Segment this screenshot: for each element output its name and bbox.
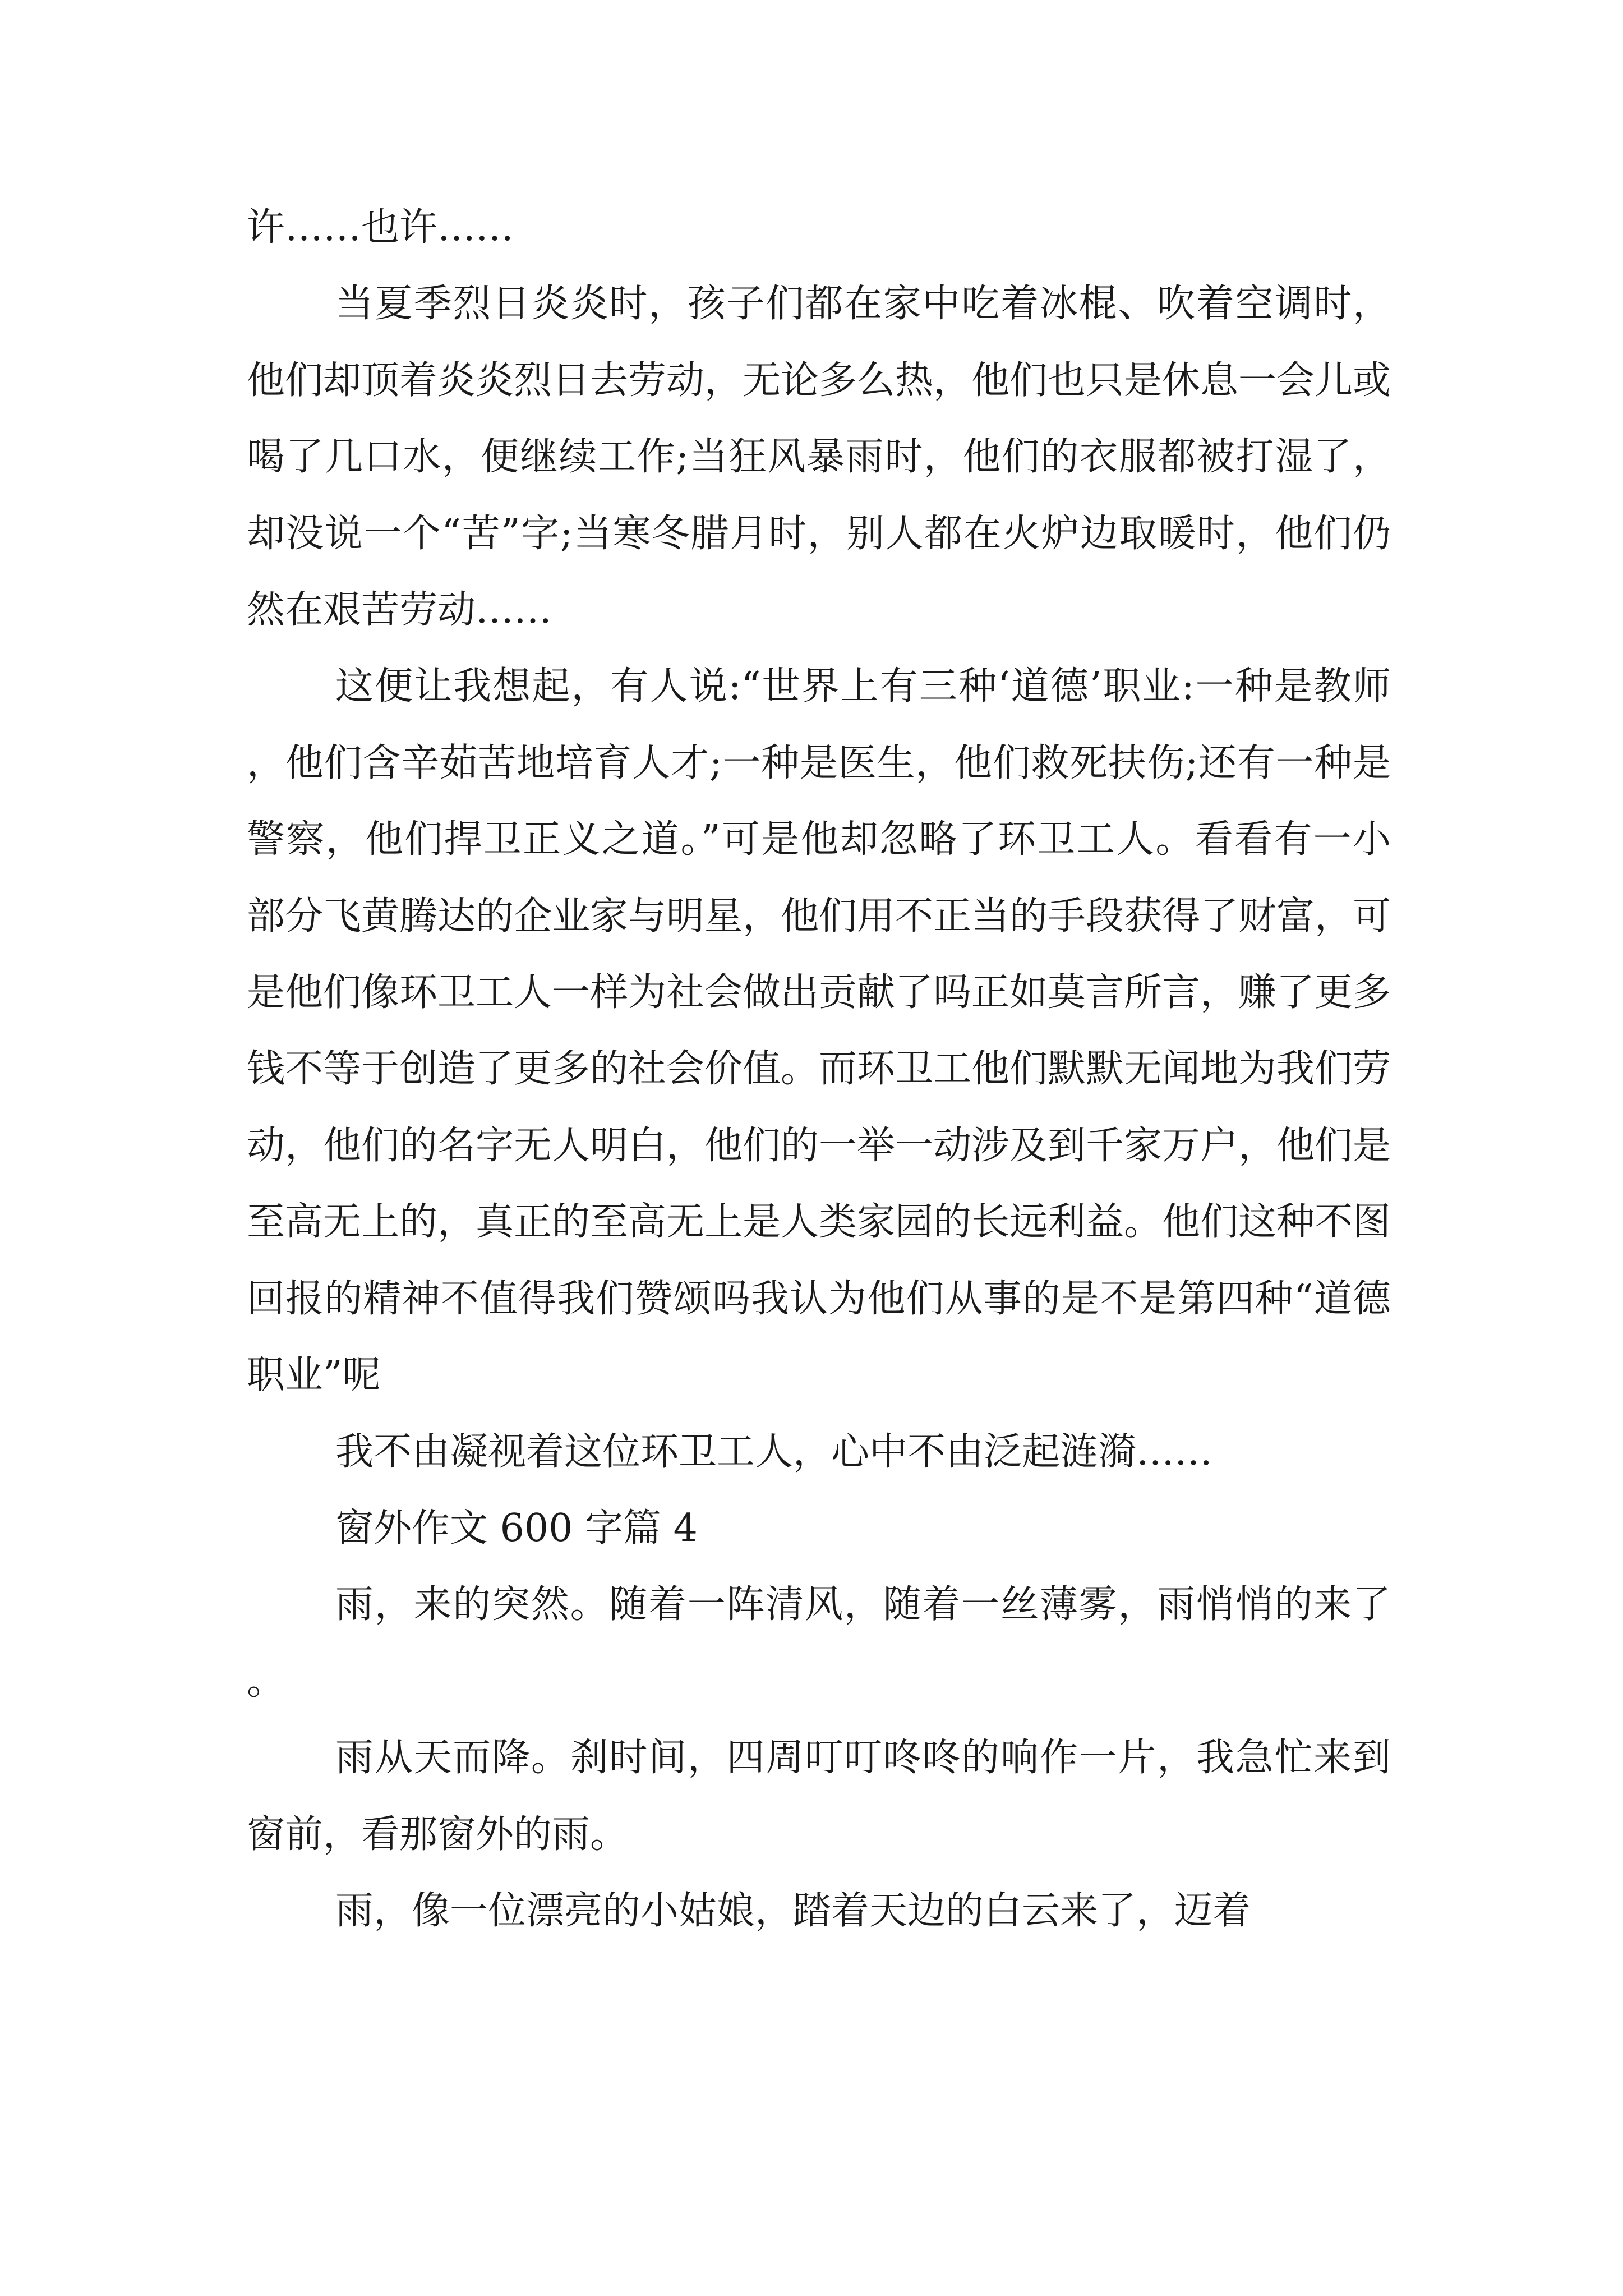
- paragraph-moral-professions: 这便让我想起，有人说:“世界上有三种‘道德’职业:一种是教师，他们含辛茹苦地培育人才;一种是医生，他们救死扶伤;还有一种是警察，他们捍卫正义之道。”可是他却忽略了环卫工人。看看有一小部分飞黄腾达的企业家与明星，他们用不正当的手段获得了财富，可是他们像环卫工人一样为社会做出贡献了吗正如莫言所言，赚了更多钱不等于创造了更多的社会价值。而环卫工他们默默无闻地为我们劳动，他们的名字无人明白，他们的一举一动涉及到千家万户，他们是至高无上的，真正的至高无上是人类家园的长远利益。他们这种不图回报的精神不值得我们赞颂吗我认为他们从事的是不是第四种“道德职业”呢: [247, 664, 1391, 1398]
- paragraph-rain-girl: 雨，像一位漂亮的小姑娘，踏着天边的白云来了，迈着: [335, 1888, 1251, 1933]
- paragraph-rain-falls: 雨从天而降。刹时间，四周叮叮咚咚的响作一片，我急忙来到窗前，看那窗外的雨。: [247, 1736, 1391, 1857]
- section-heading: 窗外作文 600 字篇 4: [335, 1506, 698, 1550]
- paragraph-summer-labor: 当夏季烈日炎炎时，孩子们都在家中吃着冰棍、吹着空调时，他们却顶着炎炎烈日去劳动，无论多么热，他们也只是休息一会儿或喝了几口水，便继续工作;当狂风暴雨时，他们的衣服都被打湿了，却没说一个“苦”字;当寒冬腊月时，别人都在火炉边取暖时，他们仍然在艰苦劳动……: [247, 282, 1391, 633]
- paragraph-continuation: 许……也许……: [247, 205, 514, 250]
- paragraph-rain-arrives: 雨，来的突然。随着一阵清风，随着一丝薄雾，雨悄悄的来了。: [247, 1582, 1391, 1704]
- paragraph-gaze: 我不由凝视着这位环卫工人，心中不由泛起涟漪……: [335, 1429, 1213, 1474]
- document-body: [247, 190, 1391, 1949]
